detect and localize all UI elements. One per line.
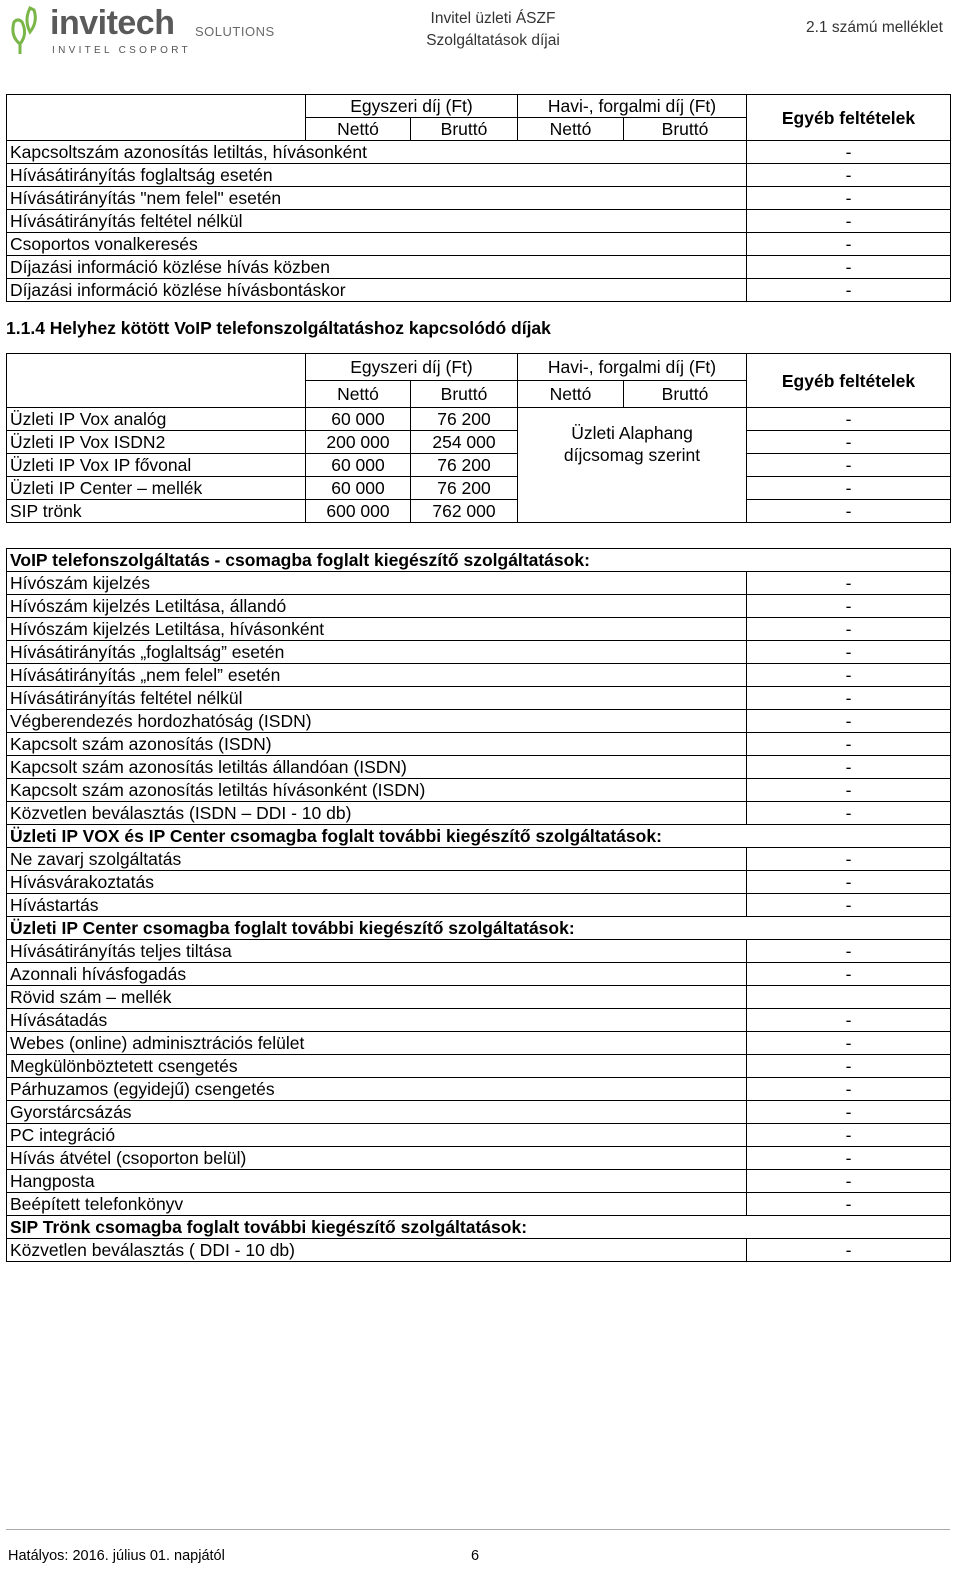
row-other: - [747, 408, 951, 431]
table-row [7, 1101, 951, 1124]
row-label: PC integráció [7, 1124, 747, 1147]
row-other: - [747, 477, 951, 500]
header-onetime: Egyszeri díj (Ft) [306, 95, 518, 118]
row-label: Hívástartás [7, 894, 747, 917]
monthly-note-cell [518, 408, 747, 523]
table-row [7, 1147, 951, 1170]
row-label: SIP trönk [7, 500, 306, 523]
table-row [7, 756, 951, 779]
row-other: - [747, 1170, 951, 1193]
row-label: Ne zavarj szolgáltatás [7, 848, 747, 871]
row-label: Hívás átvétel (csoporton belül) [7, 1147, 747, 1170]
row-other: - [747, 164, 951, 187]
row-label: Kapcsolt szám azonosítás letiltás hívásonként (ISDN) [7, 779, 747, 802]
row-net: 200 000 [306, 431, 411, 454]
fees-table-supplementary [6, 94, 951, 302]
table-row [7, 500, 951, 523]
row-other: - [747, 664, 951, 687]
row-label: Közvetlen beválasztás (ISDN – DDI - 10 db) [7, 802, 747, 825]
row-gross: 76 200 [411, 454, 518, 477]
row-other: - [747, 1147, 951, 1170]
row-other [747, 986, 951, 1009]
table-row [7, 940, 951, 963]
table-header-row [7, 354, 951, 381]
row-label: Hangposta [7, 1170, 747, 1193]
table-row [7, 141, 951, 164]
logo-wordmark: invitech [50, 4, 175, 42]
row-label: Hívásátirányítás „nem felel” esetén [7, 664, 747, 687]
row-other: - [747, 572, 951, 595]
header-net: Nettó [518, 381, 624, 408]
row-other: - [747, 187, 951, 210]
table-row [7, 1032, 951, 1055]
section-heading: Üzleti IP VOX és IP Center csomagba foglalt további kiegészítő szolgáltatások: [7, 825, 951, 848]
section-heading-row [7, 825, 951, 848]
table-row [7, 687, 951, 710]
row-label: Közvetlen beválasztás ( DDI - 10 db) [7, 1239, 747, 1262]
monthly-note-line2: díjcsomag szerint [563, 445, 701, 465]
header-net: Nettó [518, 118, 624, 141]
section-heading-row [7, 917, 951, 940]
row-other: - [747, 618, 951, 641]
row-gross: 76 200 [411, 477, 518, 500]
row-label: Üzleti IP Center – mellék [7, 477, 306, 500]
table-row [7, 477, 951, 500]
row-other: - [747, 848, 951, 871]
row-other: - [747, 894, 951, 917]
row-other: - [747, 1239, 951, 1262]
document-title-line2: Szolgáltatások díjai [426, 32, 560, 49]
header-blank-cell [7, 95, 306, 141]
included-services-table [6, 548, 951, 1262]
table-row [7, 1170, 951, 1193]
row-label: Hívásátirányítás feltétel nélkül [7, 210, 747, 233]
row-label: Rövid szám – mellék [7, 986, 747, 1009]
row-other: - [747, 1055, 951, 1078]
table-header-row [7, 95, 951, 118]
row-other: - [747, 279, 951, 302]
table-row [7, 1055, 951, 1078]
row-label: Párhuzamos (egyidejű) csengetés [7, 1078, 747, 1101]
row-label: Üzleti IP Vox ISDN2 [7, 431, 306, 454]
table-row [7, 894, 951, 917]
table-row [7, 164, 951, 187]
row-label: Megkülönböztetett csengetés [7, 1055, 747, 1078]
table-row [7, 618, 951, 641]
row-net: 600 000 [306, 500, 411, 523]
table-row [7, 595, 951, 618]
table-row [7, 256, 951, 279]
logo-subtitle: INVITEL CSOPORT [52, 45, 191, 56]
row-other: - [747, 233, 951, 256]
row-other: - [747, 641, 951, 664]
row-other: - [747, 963, 951, 986]
header-other: Egyéb feltételek [747, 354, 951, 408]
row-gross: 762 000 [411, 500, 518, 523]
row-other: - [747, 940, 951, 963]
section-title: 1.1.4 Helyhez kötött VoIP telefonszolgáltatáshoz kapcsolódó díjak [6, 318, 551, 338]
row-label: Hívószám kijelzés Letiltása, hívásonként [7, 618, 747, 641]
header-other: Egyéb feltételek [747, 95, 951, 141]
row-label: Kapcsolt szám azonosítás letiltás állandóan (ISDN) [7, 756, 747, 779]
section-heading: VoIP telefonszolgáltatás - csomagba foglalt kiegészítő szolgáltatások: [7, 549, 951, 572]
row-other: - [747, 802, 951, 825]
row-label: Hívószám kijelzés [7, 572, 747, 595]
table-row [7, 733, 951, 756]
row-label: Hívásátirányítás foglaltság esetén [7, 164, 747, 187]
fees-table-voip [6, 353, 951, 523]
row-label: Díjazási információ közlése hívás közben [7, 256, 747, 279]
row-label: Kapcsolt szám azonosítás (ISDN) [7, 733, 747, 756]
header-net: Nettó [306, 381, 411, 408]
logo-solutions-text: SOLUTIONS [195, 24, 275, 39]
section-heading: SIP Trönk csomagba foglalt további kiegészítő szolgáltatások: [7, 1216, 951, 1239]
row-label: Hívószám kijelzés Letiltása, állandó [7, 595, 747, 618]
row-label: Díjazási információ közlése hívásbontáskor [7, 279, 747, 302]
table-row [7, 779, 951, 802]
row-label: Azonnali hívásfogadás [7, 963, 747, 986]
row-other: - [747, 1193, 951, 1216]
table-row [7, 210, 951, 233]
header-net: Nettó [306, 118, 411, 141]
section-heading-row [7, 1216, 951, 1239]
document-title-line1: Invitel üzleti ÁSZF [430, 10, 556, 27]
table-row [7, 986, 951, 1009]
row-other: - [747, 595, 951, 618]
header-onetime: Egyszeri díj (Ft) [306, 354, 518, 381]
table-row [7, 408, 951, 431]
row-label: Hívásátirányítás „foglaltság” esetén [7, 641, 747, 664]
row-label: Hívásvárakoztatás [7, 871, 747, 894]
table-row [7, 802, 951, 825]
page-number: 6 [471, 1548, 480, 1564]
row-other: - [747, 687, 951, 710]
row-other: - [747, 1124, 951, 1147]
row-other: - [747, 210, 951, 233]
row-other: - [747, 779, 951, 802]
footer-effective-date: Hatályos: 2016. július 01. napjától [8, 1548, 225, 1564]
table-row [7, 1078, 951, 1101]
row-label: Beépített telefonkönyv [7, 1193, 747, 1216]
header-gross: Bruttó [411, 381, 518, 408]
annex-label: 2.1 számú melléklet [806, 19, 943, 36]
logo-leaf-icon [8, 4, 50, 56]
row-other: - [747, 733, 951, 756]
row-label: Üzleti IP Vox analóg [7, 408, 306, 431]
company-logo [8, 4, 275, 60]
row-other: - [747, 256, 951, 279]
table-row [7, 187, 951, 210]
table-row [7, 431, 951, 454]
footer-divider [6, 1529, 950, 1530]
row-label: Webes (online) adminisztrációs felület [7, 1032, 747, 1055]
row-net: 60 000 [306, 477, 411, 500]
included-services-body [7, 549, 951, 1262]
table-row [7, 963, 951, 986]
table-row [7, 233, 951, 256]
row-other: - [747, 1078, 951, 1101]
table-row [7, 1124, 951, 1147]
row-other: - [747, 871, 951, 894]
table-row [7, 710, 951, 733]
header-blank-cell [7, 354, 306, 408]
row-label: Csoportos vonalkeresés [7, 233, 747, 256]
row-label: Végberendezés hordozhatóság (ISDN) [7, 710, 747, 733]
row-other: - [747, 500, 951, 523]
row-gross: 254 000 [411, 431, 518, 454]
document-title [380, 8, 606, 52]
row-label: Üzleti IP Vox IP fővonal [7, 454, 306, 477]
row-label: Gyorstárcsázás [7, 1101, 747, 1124]
row-other: - [747, 431, 951, 454]
row-label: Hívásátirányítás feltétel nélkül [7, 687, 747, 710]
row-other: - [747, 1101, 951, 1124]
row-label: Hívásátadás [7, 1009, 747, 1032]
row-other: - [747, 710, 951, 733]
page-header [0, 0, 960, 62]
monthly-note-line1: Üzleti Alaphang [571, 423, 693, 443]
header-gross: Bruttó [624, 118, 747, 141]
section-heading-row [7, 549, 951, 572]
row-other: - [747, 141, 951, 164]
table-row [7, 641, 951, 664]
header-monthly: Havi-, forgalmi díj (Ft) [518, 95, 747, 118]
row-net: 60 000 [306, 408, 411, 431]
header-gross: Bruttó [411, 118, 518, 141]
table-row [7, 1009, 951, 1032]
table-row [7, 664, 951, 687]
section-heading: Üzleti IP Center csomagba foglalt további kiegészítő szolgáltatások: [7, 917, 951, 940]
row-label: Hívásátirányítás teljes tiltása [7, 940, 747, 963]
table-row [7, 454, 951, 477]
header-gross: Bruttó [624, 381, 747, 408]
table-row [7, 279, 951, 302]
row-label: Kapcsoltszám azonosítás letiltás, hívásonként [7, 141, 747, 164]
row-gross: 76 200 [411, 408, 518, 431]
table-row [7, 871, 951, 894]
table-row [7, 1193, 951, 1216]
table-row [7, 848, 951, 871]
row-other: - [747, 1032, 951, 1055]
table-row [7, 1239, 951, 1262]
row-other: - [747, 454, 951, 477]
table-row [7, 572, 951, 595]
row-label: Hívásátirányítás "nem felel" esetén [7, 187, 747, 210]
header-monthly: Havi-, forgalmi díj (Ft) [518, 354, 747, 381]
row-other: - [747, 756, 951, 779]
row-net: 60 000 [306, 454, 411, 477]
row-other: - [747, 1009, 951, 1032]
